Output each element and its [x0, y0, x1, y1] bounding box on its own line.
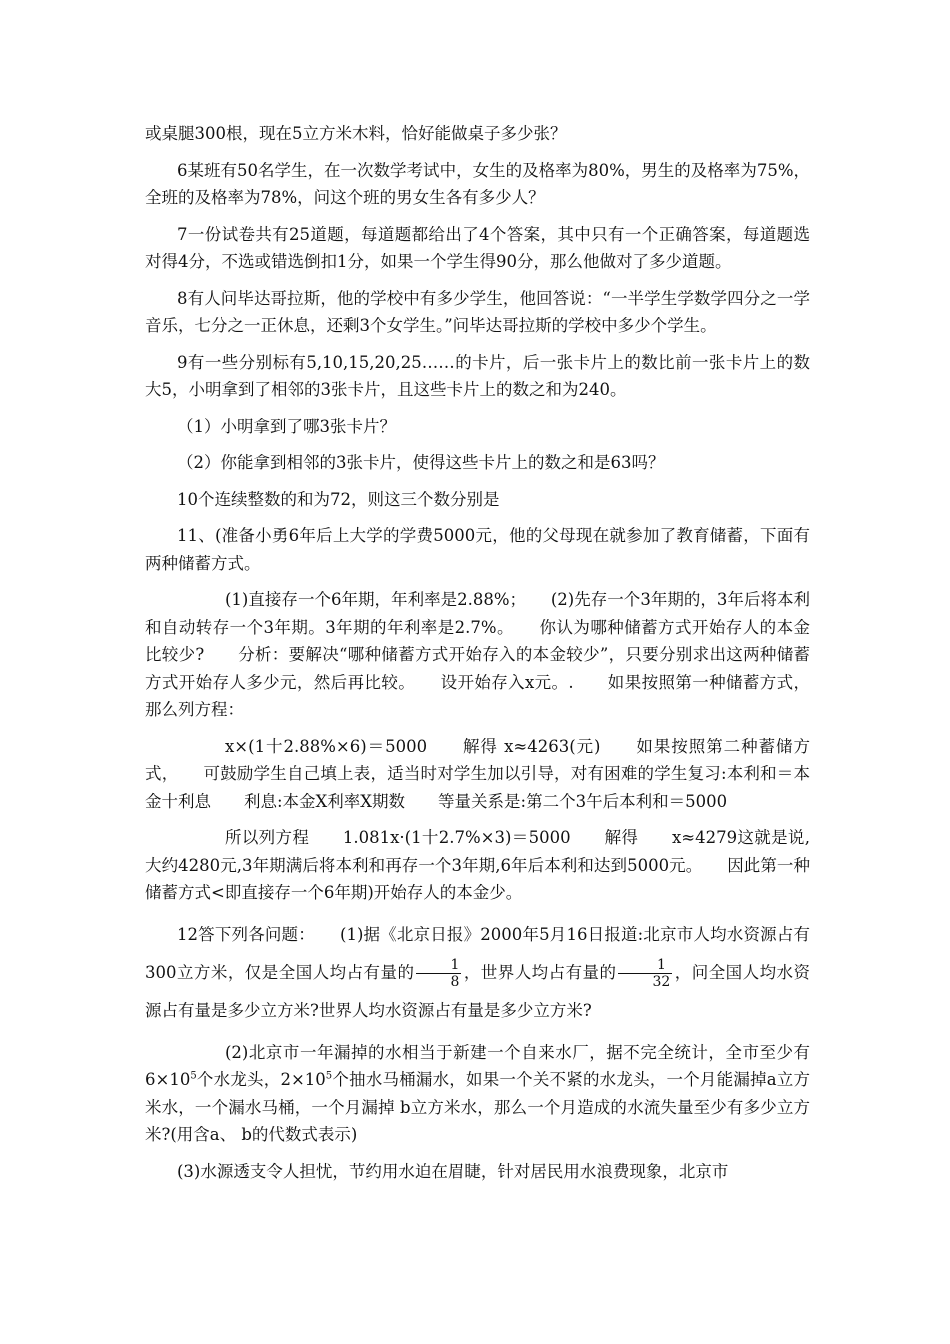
- q12-part2-text-b: 个水龙头，2×10: [196, 1070, 326, 1089]
- q12-part2-text-a: (2)北京市一年漏掉的水相当于新建一个自来水厂，据不完全统计，全市至少有6×10: [145, 1042, 810, 1089]
- exponent: 5: [325, 1070, 333, 1082]
- paragraph-q12-part3: (3)水源透支令人担忧，节约用水迫在眉睫，针对居民用水浪费现象，北京市: [177, 1161, 729, 1181]
- q12-part1-text-a: 12答下列各问题： (1)据《北京日报》2000年5月16日报道:北京市人均水资源占有300立方米，仅是全国人均占有量的: [145, 924, 810, 982]
- paragraph-q9-part1: （1）小明拿到了哪3张卡片？: [177, 416, 396, 436]
- paragraph-q11: 11、(准备小勇6年后上大学的学费5000元，他的父母现在就参加了教育储蓄，下面有两种储蓄方式。: [145, 526, 810, 573]
- fraction-one-eighth: [416, 957, 461, 990]
- paragraph-q11-solution1: x×(1十2.88%×6)＝5000 解得 x≈4263(元) 如果按照第二种蓄储方式， 可鼓励学生自己填上表，适当时对学生加以引导，对有困难的学生复习:本利和＝本金十利息 利息:本金X利率X期数 等量关系是:第二个3午后本利和＝5000: [145, 736, 810, 811]
- fraction-one-thirty-second: [618, 957, 672, 990]
- paragraph-q6: 6某班有50名学生，在一次数学考试中，女生的及格率为80%，男生的及格率为75%，全班的及格率为78%，问这个班的男女生各有多少人？: [145, 160, 810, 207]
- q12-part1-text-b: ，世界人均占有量的: [463, 962, 617, 982]
- paragraph-q7: 7一份试卷共有25道题，每道题都给出了4个答案，其中只有一个正确答案，每道题选对得4分，不选或错选倒扣1分，如果一个学生得90分，那么他做对了多少道题。: [145, 224, 810, 271]
- paragraph-q9: 9有一些分别标有5,10,15,20,25……的卡片，后一张卡片上的数比前一张卡片上的数大5，小明拿到了相邻的3张卡片，且这些卡片上的数之和为240。: [145, 352, 810, 399]
- exponent: 5: [190, 1070, 197, 1082]
- fraction-denominator: 8: [450, 973, 460, 990]
- paragraph-q12-part1: [145, 916, 810, 1030]
- fraction-denominator: 32: [652, 973, 671, 990]
- paragraph-q5-continued: 或桌腿300根，现在5立方米木料，恰好能做桌子多少张？: [145, 124, 567, 143]
- paragraph-q11-options: (1)直接存一个6年期，年利率是2.88%； (2)先存一个3年期的，3年后将本利和自动转存一个3年期。3年期的年利率是2.7%。 你认为哪种储蓄方式开始存人的本金比较少? 分析：要解决“哪种储蓄方式开始存入的本金较少”，只要分别求出这两种储蓄方式开始存人多少元，然后再比较。 设开始存入x元。. 如果按照第一种储蓄方式，那么列方程：: [145, 590, 810, 719]
- fraction-numerator: 1: [416, 957, 461, 974]
- paragraph-q11-solution2: 所以列方程 1.081x·(1十2.7%×3)＝5000 解得 x≈4279这就是说,大约4280元,3年期满后将本利和再存一个3年期,6年后本利和达到5000元。 因此第一种储蓄方式<即直接存一个6年期)开始存人的本金少。: [145, 828, 810, 902]
- q12-part1-text-c: ，问全国人均水资源占有量是多少立方米?世界人均水资源占有量是多少立方米?: [145, 962, 811, 1020]
- paragraph-q10: 10个连续整数的和为72，则这三个数分别是: [177, 489, 500, 509]
- paragraph-q12-part2: [145, 1039, 810, 1149]
- document-body: [145, 120, 810, 1194]
- paragraph-q9-part2: （2）你能拿到相邻的3张卡片，使得这些卡片上的数之和是63吗？: [177, 453, 665, 472]
- q12-part2-text-c: 个抽水马桶漏水，如果一个关不紧的水龙头，一个月能漏掉a立方米水，一个漏水马桶，一个月漏掉 b立方米水，那么一个月造成的水流失量至少有多少立方米?(用含a、 b的代数式表示): [145, 1070, 810, 1144]
- fraction-numerator: 1: [618, 957, 672, 974]
- paragraph-q8: 8有人问毕达哥拉斯，他的学校中有多少学生，他回答说：“一半学生学数学四分之一学音乐，七分之一正休息，还剩3个女学生。”问毕达哥拉斯的学校中多少个学生。: [145, 288, 810, 335]
